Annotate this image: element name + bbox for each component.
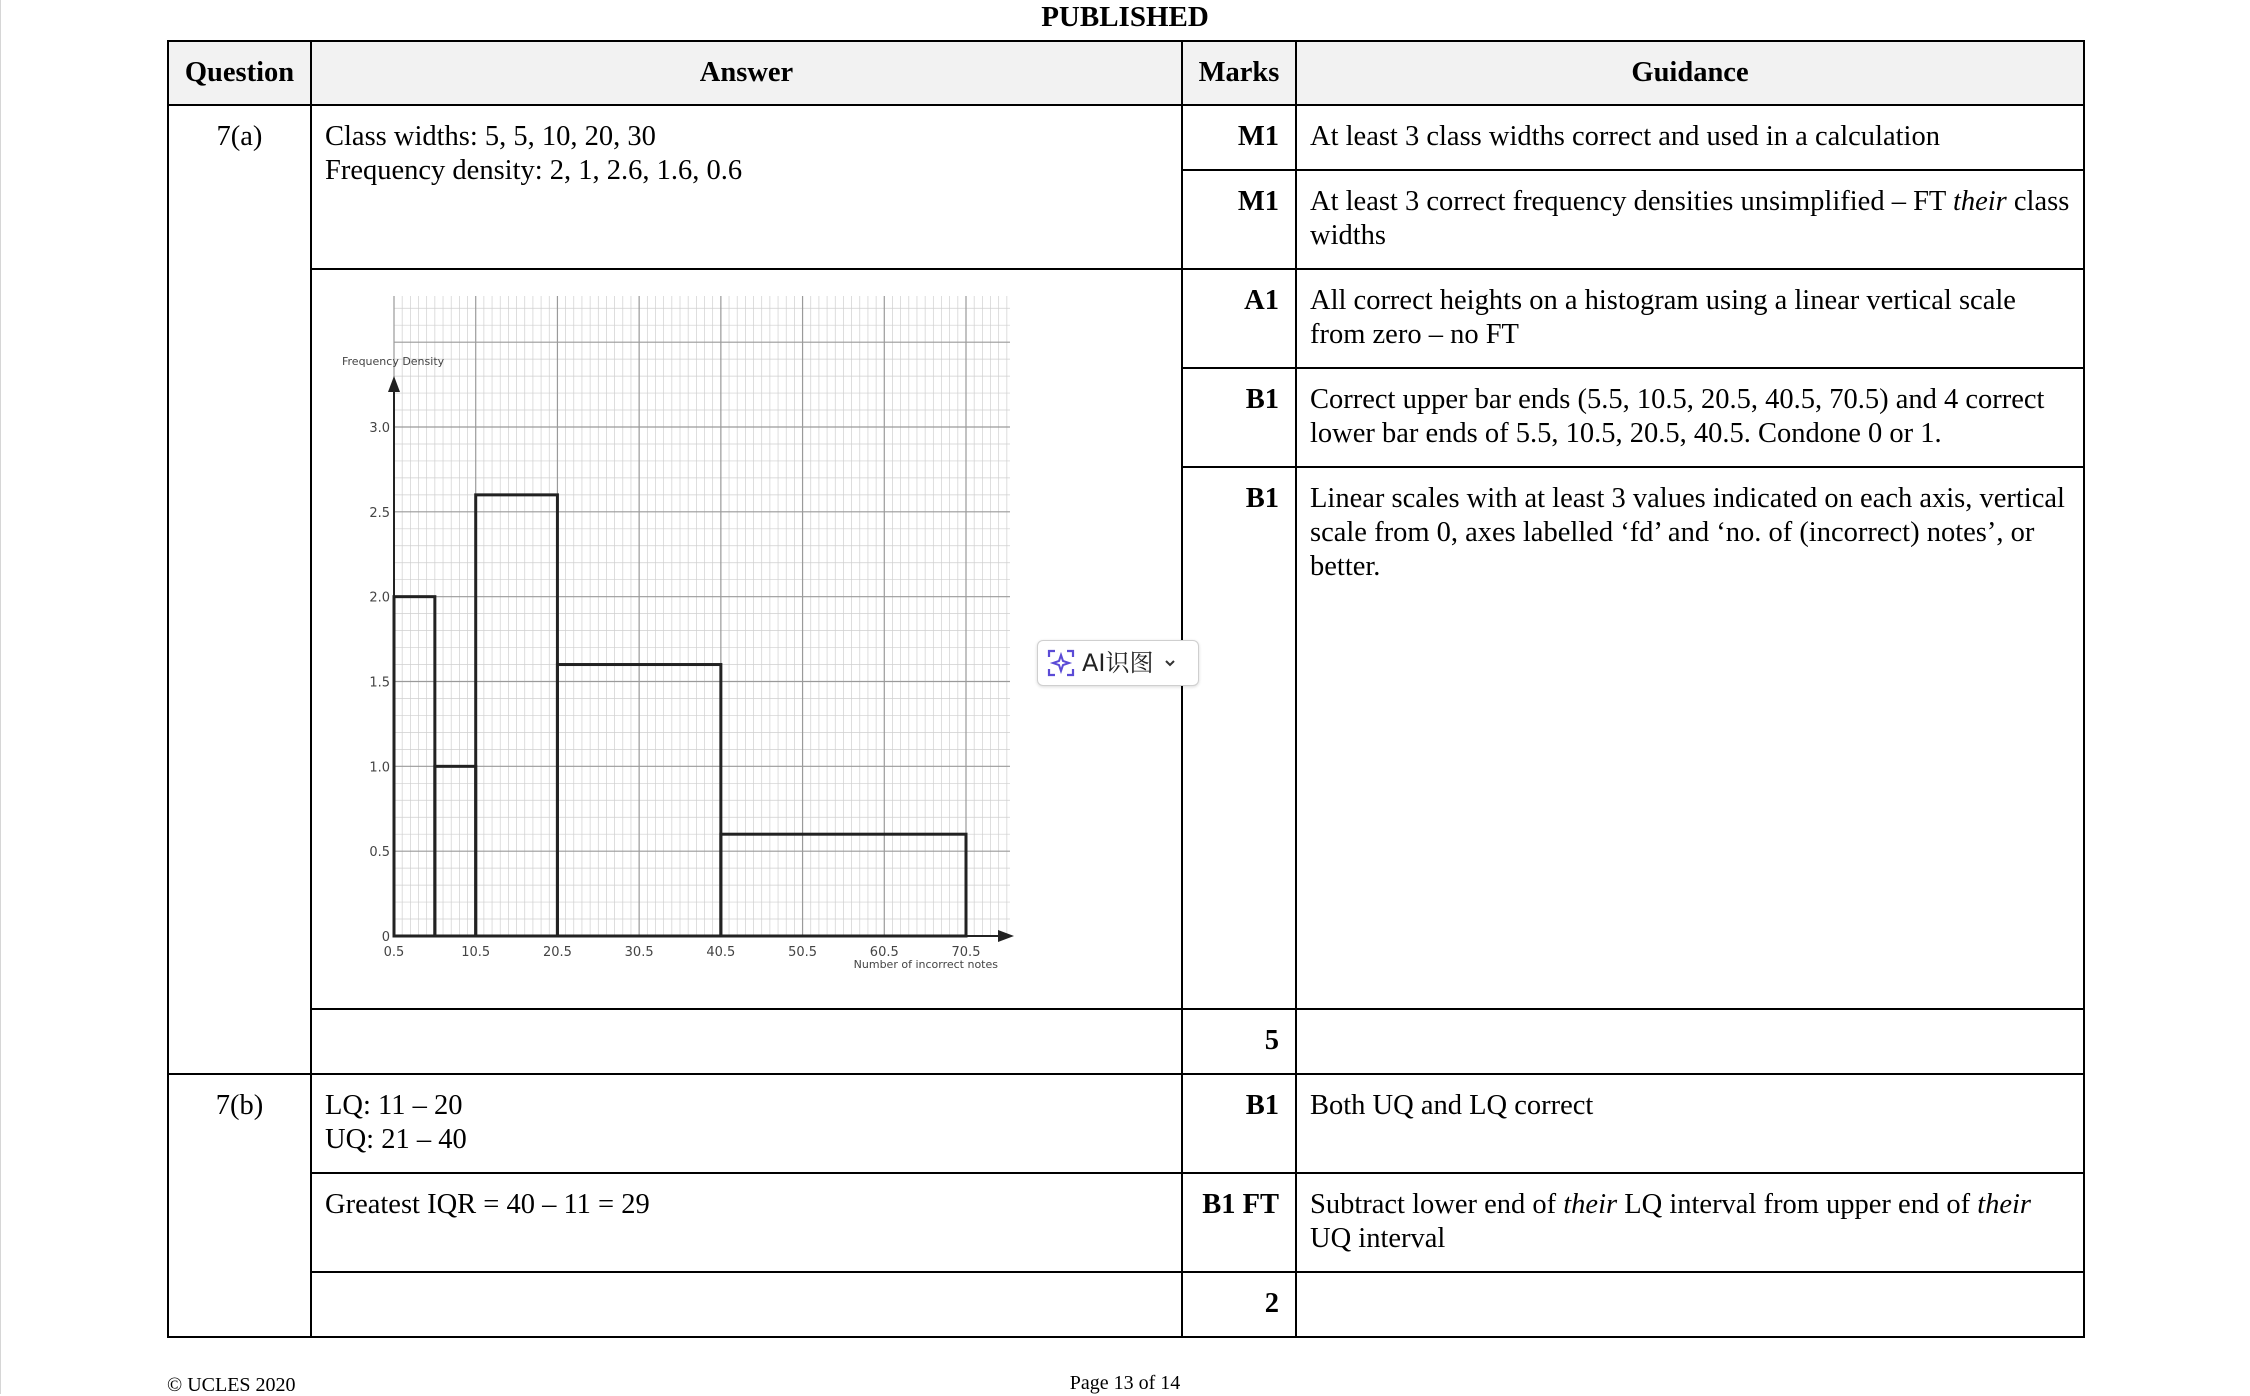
answer-empty-cell	[311, 1009, 1182, 1074]
y-tick-label: 2.5	[369, 505, 390, 521]
guidance-empty-cell	[1296, 1272, 2084, 1337]
x-axis-label: Number of incorrect notes	[853, 958, 998, 971]
mark-cell: B1	[1182, 1074, 1296, 1173]
histogram-cell	[311, 269, 1182, 1009]
y-tick-label: 1.5	[369, 675, 390, 691]
histogram-chart	[326, 284, 1046, 984]
answer-7b-quartiles	[311, 1074, 1182, 1173]
table-row	[168, 1009, 2084, 1074]
ai-sparkle-icon	[1046, 648, 1076, 678]
page-edge-rule	[0, 0, 1, 1394]
mark-scheme-table	[167, 40, 2085, 1338]
x-tick-label: 70.5	[951, 945, 981, 960]
col-header-marks: Marks	[1182, 41, 1296, 105]
answer-line: Class widths: 5, 5, 10, 20, 30	[325, 121, 656, 152]
col-header-guidance: Guidance	[1296, 41, 2084, 105]
question-label-7b: 7(b)	[168, 1074, 311, 1337]
y-tick-label: 0.5	[369, 845, 390, 861]
x-tick-label: 50.5	[788, 945, 818, 960]
guidance-text: At least 3 correct frequency densities unsimplified – FT	[1310, 186, 1953, 217]
guidance-text: class widths	[1310, 186, 2070, 251]
mark-cell: B1	[1182, 368, 1296, 467]
answer-line: LQ: 11 – 20	[325, 1090, 463, 1121]
x-tick-label: 60.5	[869, 945, 899, 960]
answer-7a-text	[311, 105, 1182, 269]
x-tick-label: 30.5	[624, 945, 654, 960]
guidance-cell: Linear scales with at least 3 values indicated on each axis, vertical scale from 0, axes labelled ‘fd’ and ‘no. of (incorrect) notes’, or better.	[1296, 467, 2084, 1009]
guidance-text: Subtract lower end of	[1310, 1189, 1564, 1220]
table-row	[168, 105, 2084, 170]
table-row	[168, 269, 2084, 368]
table-row	[168, 1173, 2084, 1272]
guidance-text: UQ interval	[1310, 1223, 1446, 1254]
mark-cell: B1 FT	[1182, 1173, 1296, 1272]
guidance-cell	[1296, 170, 2084, 269]
col-header-question: Question	[168, 41, 311, 105]
answer-line: Frequency density: 2, 1, 2.6, 1.6, 0.6	[325, 155, 743, 186]
y-tick-label: 0	[381, 930, 390, 945]
x-tick-label: 40.5	[706, 945, 736, 960]
chart-grid-major	[394, 296, 1010, 936]
ai-chip-label: AI识图	[1082, 649, 1154, 677]
table-header-row	[168, 41, 2084, 105]
answer-empty-cell	[311, 1272, 1182, 1337]
guidance-empty-cell	[1296, 1009, 2084, 1074]
x-tick-label: 20.5	[542, 945, 572, 960]
total-marks-7b: 2	[1182, 1272, 1296, 1337]
y-tick-label: 1.0	[369, 760, 390, 776]
mark-cell: A1	[1182, 269, 1296, 368]
guidance-cell: Correct upper bar ends (5.5, 10.5, 20.5, 40.5, 70.5) and 4 correct lower bar ends of 5.5, 10.5, 20.5, 40.5. Condone 0 or 1.	[1296, 368, 2084, 467]
guidance-emphasis: their	[1952, 186, 2007, 217]
chart-y-tick-labels	[369, 421, 390, 945]
y-tick-label: 2.0	[369, 590, 390, 606]
guidance-cell: All correct heights on a histogram using a linear vertical scale from zero – no FT	[1296, 269, 2084, 368]
mark-cell: B1	[1182, 467, 1296, 1009]
answer-line: UQ: 21 – 40	[325, 1124, 467, 1155]
footer-page-number: Page 13 of 14	[1069, 1372, 1181, 1394]
y-tick-label: 3.0	[369, 421, 390, 436]
guidance-emphasis: their	[1563, 1189, 1618, 1220]
guidance-emphasis: their	[1977, 1189, 2032, 1220]
guidance-cell: At least 3 class widths correct and used in a calculation	[1296, 105, 2084, 170]
mark-cell: M1	[1182, 105, 1296, 170]
ai-recognize-image-button[interactable]	[1037, 640, 1199, 686]
table-row	[168, 1074, 2084, 1173]
chart-grid-minor	[394, 296, 1010, 936]
answer-7b-iqr: Greatest IQR = 40 – 11 = 29	[311, 1173, 1182, 1272]
mark-cell: M1	[1182, 170, 1296, 269]
x-tick-label: 0.5	[383, 945, 405, 960]
total-marks-7a: 5	[1182, 1009, 1296, 1074]
chevron-down-icon[interactable]	[1162, 655, 1178, 671]
page-header-title: PUBLISHED	[1041, 1, 1209, 33]
col-header-answer: Answer	[311, 41, 1182, 105]
footer-copyright: © UCLES 2020	[167, 1374, 296, 1396]
x-tick-label: 10.5	[461, 945, 491, 960]
guidance-cell	[1296, 1173, 2084, 1272]
guidance-cell: Both UQ and LQ correct	[1296, 1074, 2084, 1173]
table-row	[168, 1272, 2084, 1337]
question-label-7a: 7(a)	[168, 105, 311, 1074]
guidance-text: LQ interval from upper end of	[1617, 1189, 1978, 1220]
y-axis-label: Frequency Density	[342, 355, 445, 368]
